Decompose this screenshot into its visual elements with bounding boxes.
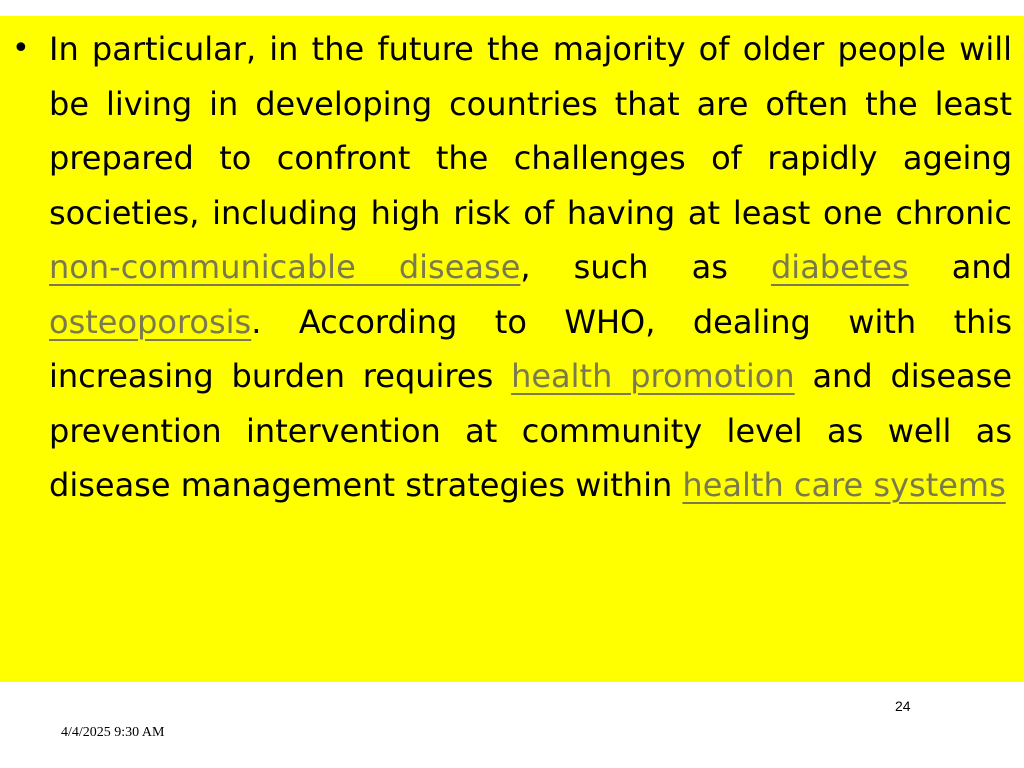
page-number: 24 — [895, 698, 911, 714]
bullet-paragraph — [49, 22, 1012, 513]
link-osteoporosis[interactable]: osteoporosis — [49, 302, 252, 341]
link-non-communicable-disease[interactable]: non-communicable disease — [49, 248, 521, 286]
paragraph-text: In particular, in the future the majority of older people will be living in developing countries that are often the least prepared to confront the challenges of rapidly ageing societies, including high risk of having at least one chronic — [49, 30, 1012, 232]
date-footer: 4/4/2025 9:30 AM — [61, 725, 165, 740]
paragraph-text: and disease prevention intervention at community level as well as disease management strategies within — [49, 357, 1013, 504]
paragraph-text: and — [908, 248, 1013, 286]
paragraph-text: , such as — [520, 248, 771, 286]
paragraph-text: . According to WHO, dealing with this increasing burden requires — [49, 302, 1012, 395]
link-health-promotion[interactable]: health promotion — [511, 357, 795, 395]
bullet-marker: • — [12, 31, 30, 66]
link-diabetes[interactable]: diabetes — [770, 248, 909, 286]
link-health-care-systems[interactable]: health care systems — [682, 466, 1006, 504]
